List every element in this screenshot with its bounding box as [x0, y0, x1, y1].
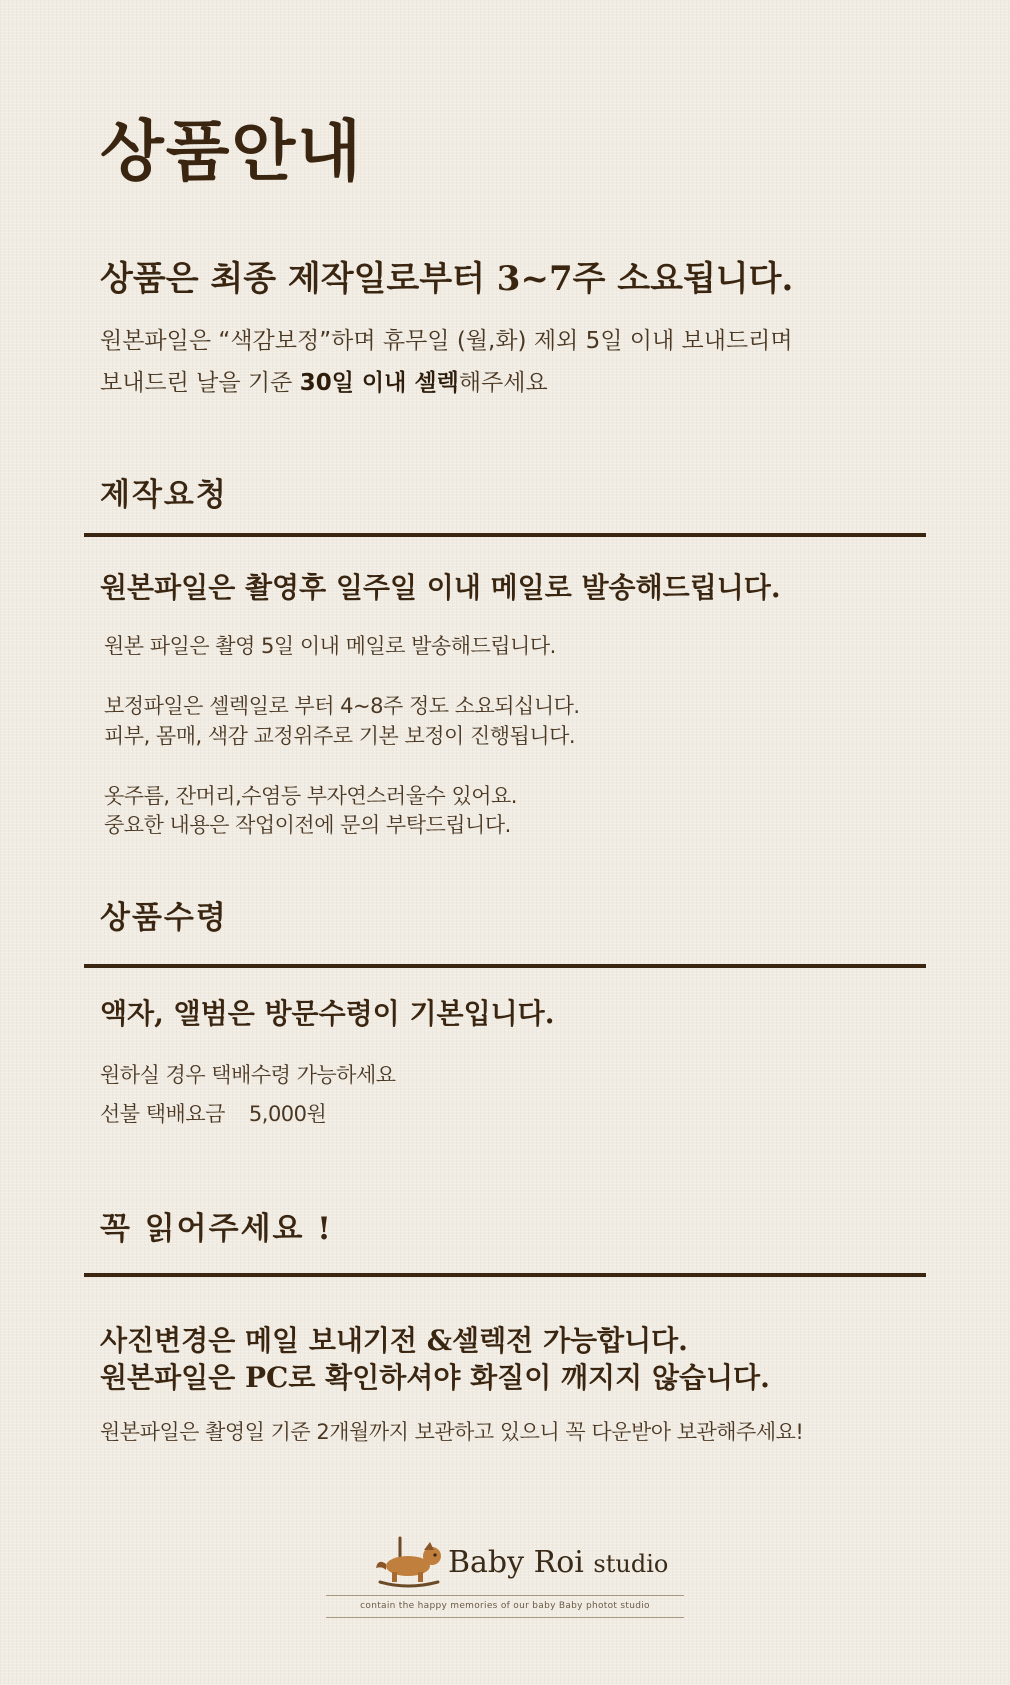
- notice-lead-1: 사진변경은 메일 보내기전 &셀렉전 가능합니다.: [100, 1324, 688, 1357]
- fee-label: 선불 택배요금: [100, 1102, 225, 1126]
- section-divider: [84, 964, 926, 968]
- production-line-2: 보정파일은 셀렉일로 부터 4~8주 정도 소요되십니다.: [104, 694, 580, 718]
- brand-studio: studio: [593, 1550, 669, 1578]
- footer-tagline: contain the happy memories of our baby Baby photot studio: [360, 1601, 650, 1611]
- production-lead: 원본파일은 촬영후 일주일 이내 메일로 발송해드립니다.: [100, 571, 781, 604]
- section-divider: [84, 1273, 926, 1277]
- notice-lead-2: 원본파일은 PC로 확인하셔야 화질이 깨지지 않습니다.: [100, 1361, 770, 1394]
- intro-line-2-tail: 해주세요: [458, 370, 548, 396]
- receipt-lead: 액자, 앨범은 방문수령이 기본입니다.: [100, 997, 555, 1030]
- intro-line-2-emphasis: 30일 이내 셀렉: [299, 370, 459, 396]
- intro-lead: 상품은 최종 제작일로부터 3~7주 소요됩니다.: [100, 259, 794, 299]
- footer-divider: [326, 1617, 684, 1618]
- production-line-4: 옷주름, 잔머리,수염등 부자연스러울수 있어요.: [104, 784, 517, 808]
- intro-line-2-text: 보내드린 날을 기준: [100, 370, 300, 396]
- intro-line-2: [100, 372, 548, 395]
- production-line-3: 피부, 몸매, 색감 교정위주로 기본 보정이 진행됩니다.: [104, 724, 576, 748]
- receipt-fee: [100, 1104, 326, 1125]
- page-title: 상품안내: [100, 112, 364, 190]
- fee-value: 5,000원: [248, 1102, 327, 1126]
- notice-line-1: 원본파일은 촬영일 기준 2개월까지 보관하고 있으니 꼭 다운받아 보관해주세요!: [100, 1420, 804, 1444]
- intro-line-1: 원본파일은 “색감보정”하며 휴무일 (월,화) 제외 5일 이내 보내드리며: [100, 328, 793, 354]
- brand-name: [448, 1545, 669, 1580]
- section-title-receipt: 상품수령: [100, 900, 228, 936]
- footer-divider: [326, 1595, 684, 1596]
- receipt-line-1: 원하실 경우 택배수령 가능하세요: [100, 1063, 396, 1087]
- section-divider: [84, 533, 926, 537]
- section-title-production: 제작요청: [100, 477, 228, 513]
- production-line-5: 중요한 내용은 작업이전에 문의 부탁드립니다.: [104, 813, 511, 837]
- brand-main: Baby Roi: [448, 1545, 584, 1580]
- production-line-1: 원본 파일은 촬영 5일 이내 메일로 발송해드립니다.: [104, 634, 556, 658]
- section-title-notice: 꼭 읽어주세요 !: [100, 1211, 333, 1247]
